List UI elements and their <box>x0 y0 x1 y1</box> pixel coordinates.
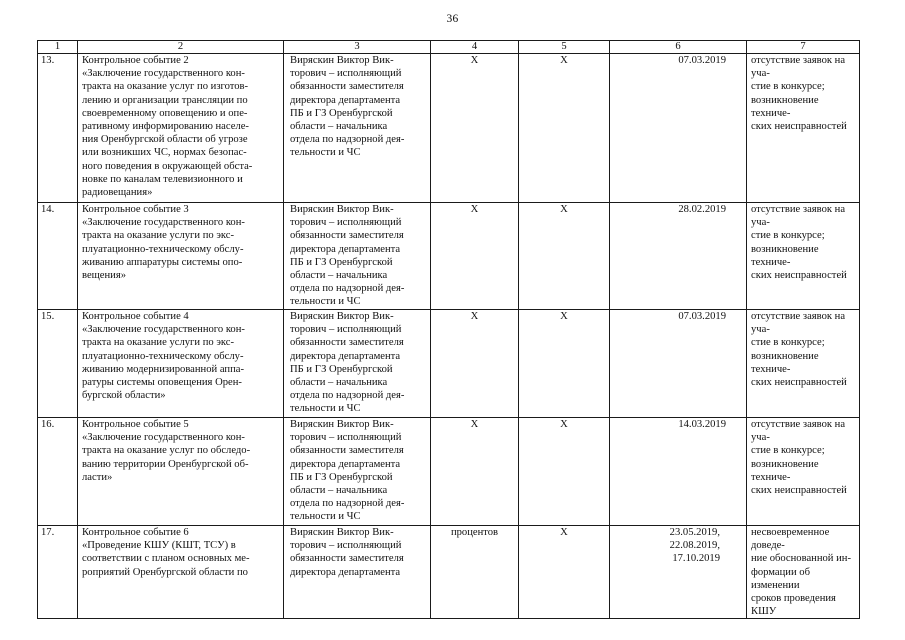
responsible-person: Виряскин Виктор Вик- торович – исполняющий обязанности заместителя директора департамента ПБ и ГЗ Оренбургской области – начальника отдела по надзорной дея- тельности и ЧС <box>284 310 431 418</box>
value-cell: Х <box>519 526 610 619</box>
responsible-person: Виряскин Виктор Вик- торович – исполняющий обязанности заместителя директора департамента ПБ и ГЗ Оренбургской области – начальника отдела по надзорной дея- тельности и ЧС <box>284 54 431 203</box>
event-description: Контрольное событие 3 «Заключение государственного кон- тракта на оказание услуги по экс- плуатационно-техническому обслу- живанию аппаратуры системы опо- вещения» <box>78 203 284 310</box>
column-header: 7 <box>747 41 860 54</box>
unit-cell: Х <box>431 203 519 310</box>
risks-cell: отсутствие заявок на уча- стие в конкурсе; возникновение техниче- ских неисправностей <box>747 310 860 418</box>
deadline-dates: 23.05.2019, 22.08.2019, 17.10.2019 <box>610 526 747 619</box>
unit-cell: Х <box>431 418 519 526</box>
column-header: 4 <box>431 41 519 54</box>
row-number: 14. <box>38 203 78 310</box>
value-cell: Х <box>519 54 610 203</box>
row-number: 13. <box>38 54 78 203</box>
table-row <box>38 526 860 619</box>
unit-cell: Х <box>431 310 519 418</box>
unit-cell: процентов <box>431 526 519 619</box>
event-description: Контрольное событие 6 «Проведение КШУ (КШТ, ТСУ) в соответствии с планом основных ме- роприятий Оренбургской области по <box>78 526 284 619</box>
risks-cell: отсутствие заявок на уча- стие в конкурсе; возникновение техниче- ских неисправностей <box>747 418 860 526</box>
risks-cell: несвоевременное доведе- ние обоснованной ин- формации об изменении сроков проведения КШУ <box>747 526 860 619</box>
row-number: 15. <box>38 310 78 418</box>
column-header: 1 <box>38 41 78 54</box>
deadline-date: 07.03.2019 <box>610 310 747 418</box>
value-cell: Х <box>519 310 610 418</box>
event-description: Контрольное событие 4 «Заключение государственного кон- тракта на оказание услуги по экс- плуатационно-техническому обслу- живанию модернизированной аппа- ратуры системы оповещения Орен- бургской области» <box>78 310 284 418</box>
deadline-date: 07.03.2019 <box>610 54 747 203</box>
row-number: 17. <box>38 526 78 619</box>
column-header: 2 <box>78 41 284 54</box>
table-header-row <box>38 41 860 54</box>
risks-cell: отсутствие заявок на уча- стие в конкурсе; возникновение техниче- ских неисправностей <box>747 54 860 203</box>
responsible-person: Виряскин Виктор Вик- торович – исполняющий обязанности заместителя директора департамента <box>284 526 431 619</box>
deadline-date: 14.03.2019 <box>610 418 747 526</box>
value-cell: Х <box>519 418 610 526</box>
responsible-person: Виряскин Виктор Вик- торович – исполняющий обязанности заместителя директора департамента ПБ и ГЗ Оренбургской области – начальника отдела по надзорной дея- тельности и ЧС <box>284 418 431 526</box>
risks-cell: отсутствие заявок на уча- стие в конкурсе; возникновение техниче- ских неисправностей <box>747 203 860 310</box>
table-row <box>38 310 860 418</box>
column-header: 6 <box>610 41 747 54</box>
table-row <box>38 418 860 526</box>
control-events-table <box>37 40 860 619</box>
event-description: Контрольное событие 5 «Заключение государственного кон- тракта на оказание услуг по обследо- ванию территории Оренбургской об- ласти» <box>78 418 284 526</box>
deadline-date: 28.02.2019 <box>610 203 747 310</box>
column-header: 3 <box>284 41 431 54</box>
event-description: Контрольное событие 2 «Заключение государственного кон- тракта на оказание услуг по изготов- лению и организации трансляции по своевременному оповещению и опе- ративному информированию населе- ния Оренбургской области об угрозе или возникших ЧС, нормах безопас- ного поведения в окружающей обста- новке по каналам телевизионного и радиовещания» <box>78 54 284 203</box>
table-row <box>38 54 860 203</box>
row-number: 16. <box>38 418 78 526</box>
page-number: 36 <box>446 13 459 25</box>
column-header: 5 <box>519 41 610 54</box>
table-row <box>38 203 860 310</box>
value-cell: Х <box>519 203 610 310</box>
responsible-person: Виряскин Виктор Вик- торович – исполняющий обязанности заместителя директора департамента ПБ и ГЗ Оренбургской области – начальника отдела по надзорной дея- тельности и ЧС <box>284 203 431 310</box>
unit-cell: Х <box>431 54 519 203</box>
